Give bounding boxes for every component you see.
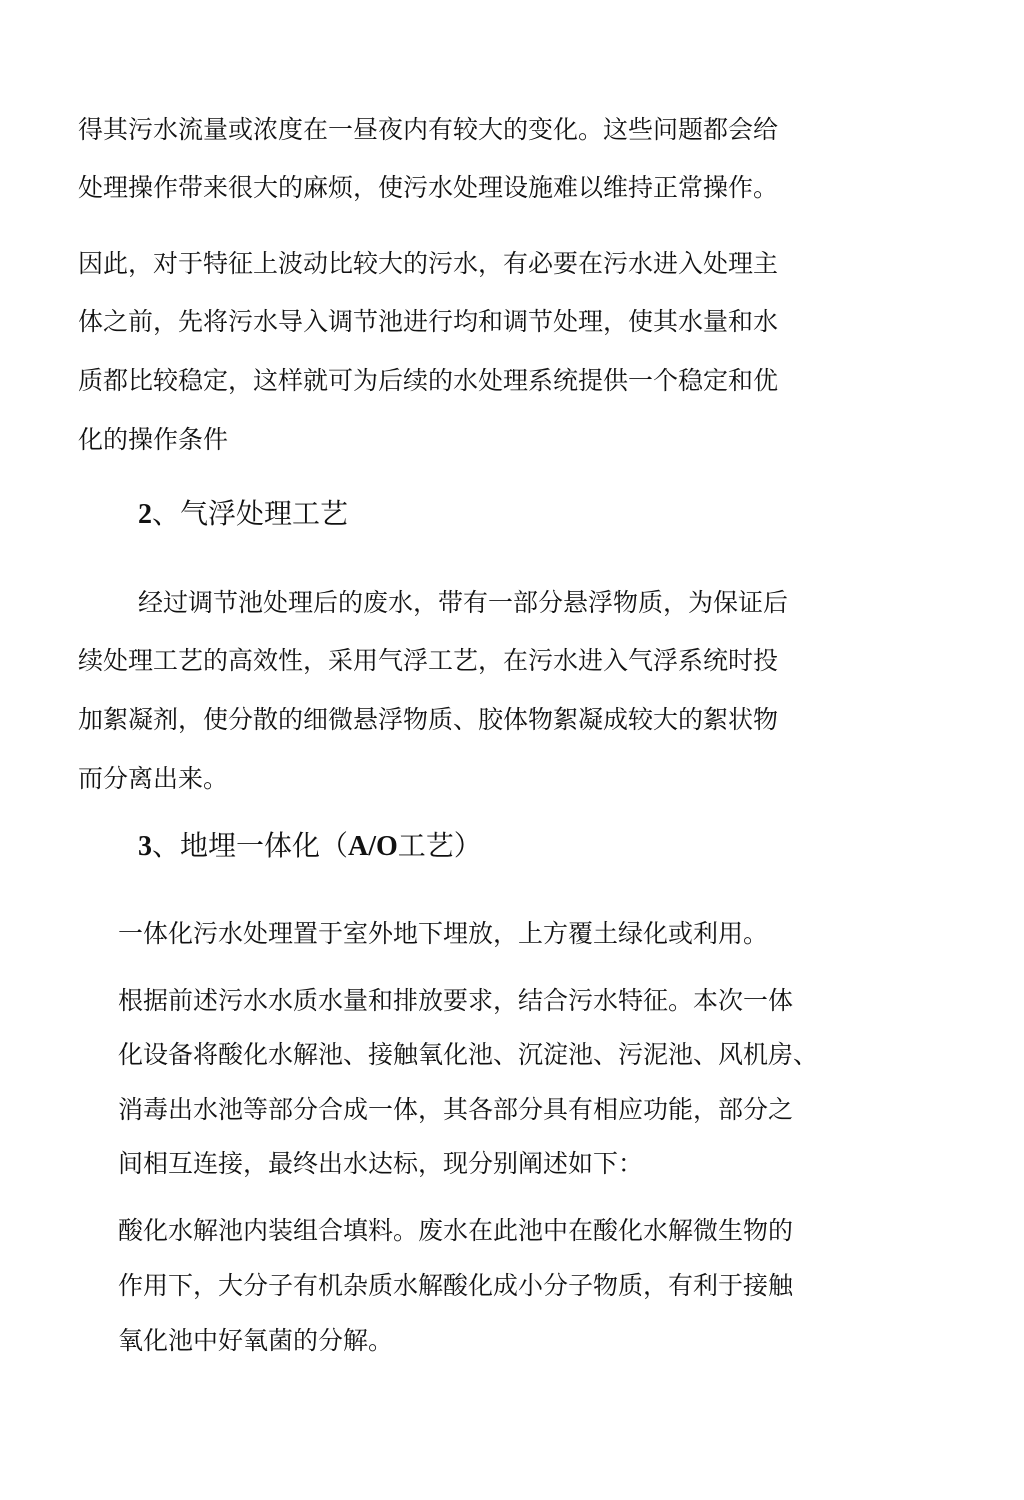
- heading-abbreviation: A/O: [348, 831, 398, 862]
- paragraph-line: 氧化池中好氧菌的分解。: [118, 1326, 394, 1355]
- heading-number: 2: [138, 499, 152, 530]
- paragraph-line: 化设备将酸化水解池、接触氧化池、沉淀池、污泥池、风机房、: [118, 1040, 819, 1069]
- paragraph-line: 得其污水流量或浓度在一昼夜内有较大的变化。这些问题都会给: [78, 115, 779, 144]
- paragraph-line: 一体化污水处理置于室外地下埋放，上方覆土绿化或利用。: [118, 919, 769, 948]
- paragraph-line: 化的操作条件: [78, 425, 229, 454]
- paragraph-line: 根据前述污水水质水量和排放要求，结合污水特征。本次一体: [118, 986, 794, 1015]
- paragraph-line: 消毒出水池等部分合成一体，其各部分具有相应功能，部分之: [118, 1095, 794, 1124]
- paragraph-line: 酸化水解池内装组合填料。废水在此池中在酸化水解微生物的: [118, 1216, 794, 1245]
- section-heading-3: [138, 829, 482, 864]
- heading-text: 、气浮处理工艺: [152, 497, 349, 530]
- paragraph-line: 间相互连接，最终出水达标，现分别阐述如下：: [118, 1149, 644, 1178]
- paragraph-line: 质都比较稳定，这样就可为后续的水处理系统提供一个稳定和优: [78, 366, 779, 395]
- section-heading-2: [138, 497, 348, 532]
- heading-text: 工艺）: [397, 829, 482, 862]
- paragraph-line: 因此，对于特征上波动比较大的污水，有必要在污水进入处理主: [78, 249, 779, 278]
- paragraph-line: 经过调节池处理后的废水，带有一部分悬浮物质，为保证后: [138, 588, 789, 617]
- heading-text: 、地埋一体化（: [152, 829, 349, 862]
- paragraph-line: 而分离出来。: [78, 764, 229, 793]
- paragraph-line: 处理操作带来很大的麻烦，使污水处理设施难以维持正常操作。: [78, 173, 779, 202]
- paragraph-line: 体之前，先将污水导入调节池进行均和调节处理，使其水量和水: [78, 307, 779, 336]
- paragraph-line: 作用下，大分子有机杂质水解酸化成小分子物质，有利于接触: [118, 1271, 794, 1300]
- paragraph-line: 续处理工艺的高效性，采用气浮工艺，在污水进入气浮系统时投: [78, 646, 779, 675]
- heading-number: 3: [138, 831, 152, 862]
- paragraph-line: 加絮凝剂，使分散的细微悬浮物质、胶体物絮凝成较大的絮状物: [78, 705, 779, 734]
